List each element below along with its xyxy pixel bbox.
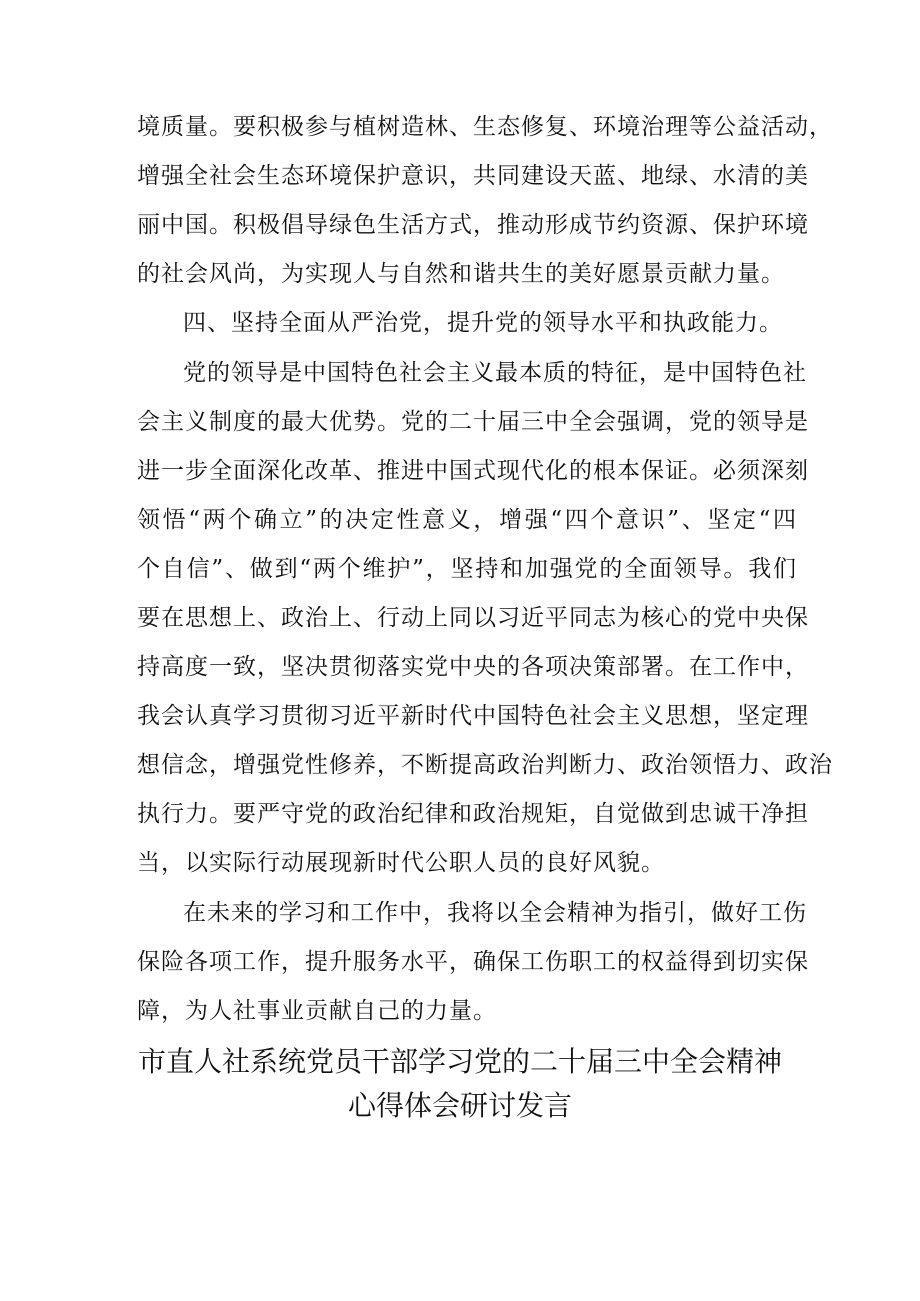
body-line: 的社会风尚，为实现人与自然和谐共生的美好愿景贡献力量。 [137, 261, 785, 287]
body-line: 保险各项工作，提升服务水平，确保工伤职工的权益得到切实保 [137, 949, 809, 975]
body-line: 要在思想上、政治上、行动上同以习近平同志为核心的党中央保 [137, 605, 809, 631]
body-line: 障，为人社事业贡献自己的力量。 [137, 998, 497, 1024]
section-heading-four: 四、坚持全面从严治党，提升党的领导水平和执政能力。 [183, 310, 783, 336]
body-line: 境质量。要积极参与植树造林、生态修复、环境治理等公益活动， [137, 114, 833, 140]
body-line: 持高度一致，坚决贯彻落实党中央的各项决策部署。在工作中， [137, 654, 809, 680]
body-line: 当，以实际行动展现新时代公职人员的良好风貌。 [137, 850, 665, 876]
body-line: 进一步全面深化改革、推进中国式现代化的根本保证。必须深刻 [137, 458, 809, 484]
body-line: 党的领导是中国特色社会主义最本质的特征，是中国特色社 [183, 360, 807, 386]
body-line: 丽中国。积极倡导绿色生活方式，推动形成节约资源、保护环境 [137, 212, 809, 238]
body-line: 我会认真学习贯彻习近平新时代中国特色社会主义思想，坚定理 [137, 703, 809, 729]
body-line: 想信念，增强党性修养，不断提高政治判断力、政治领悟力、政治 [137, 752, 833, 778]
body-line: 增强全社会生态环境保护意识，共同建设天蓝、地绿、水清的美 [137, 163, 809, 189]
body-line: 在未来的学习和工作中，我将以全会精神为指引，做好工伤 [183, 900, 807, 926]
next-article-title-line2: 心得体会研讨发言 [347, 1089, 572, 1122]
body-line: 会主义制度的最大优势。党的二十届三中全会强调，党的领导是 [137, 409, 809, 435]
body-line: 执行力。要严守党的政治纪律和政治规矩，自觉做到忠诚干净担 [137, 801, 809, 827]
body-line: 领悟“两个确立”的决定性意义，增强“四个意识”、坚定“四 [137, 507, 797, 533]
body-line: 个自信”、做到“两个维护”，坚持和加强党的全面领导。我们 [137, 556, 797, 582]
next-article-title-line1: 市直人社系统党员干部学习党的二十届三中全会精神 [137, 1045, 782, 1078]
